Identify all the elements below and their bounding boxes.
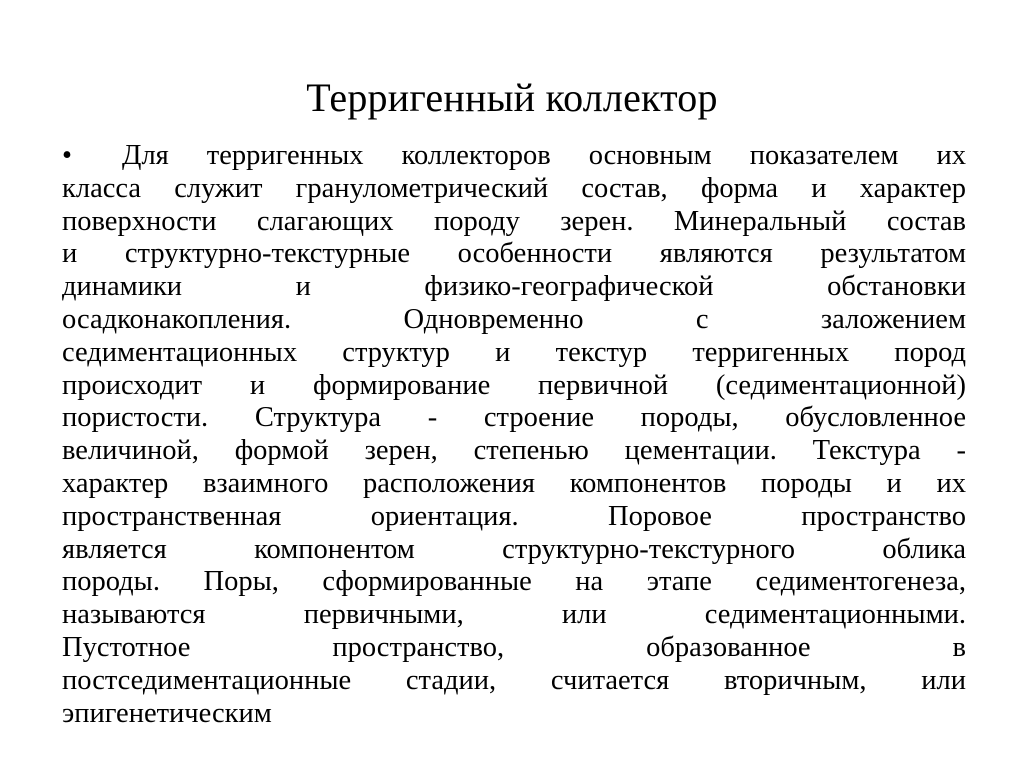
slide-title: Терригенный коллектор bbox=[306, 75, 718, 120]
text-line: постседиментационные стадии, считается вторичным, или bbox=[62, 664, 966, 696]
text-line: и структурно-текстурные особенности являются результатом bbox=[62, 238, 966, 270]
bullet-marker: • bbox=[62, 140, 72, 171]
text-line: Пустотное пространство, образованное в bbox=[62, 631, 966, 663]
text-line: поверхности слагающих породу зерен. Минеральный состав bbox=[62, 205, 966, 237]
text-line: пространственная ориентация. Поровое пространство bbox=[62, 500, 966, 532]
text-line: осадконакопления. Одновременно с заложением bbox=[62, 303, 966, 335]
text-line-content: Для терригенных коллекторов основным показателем их bbox=[122, 140, 966, 171]
text-line: эпигенетическим bbox=[62, 697, 272, 729]
text-line: динамики и физико-географической обстановки bbox=[62, 271, 966, 303]
text-line: класса служит гранулометрический состав, форма и характер bbox=[62, 172, 966, 204]
text-line: величиной, формой зерен, степенью цементации. Текстура - bbox=[62, 435, 966, 467]
text-line: происходит и формирование первичной (седиментационной) bbox=[62, 369, 966, 401]
text-line: седиментационных структур и текстур терригенных пород bbox=[62, 336, 966, 368]
text-line: пористости. Структура - строение породы, обусловленное bbox=[62, 402, 966, 434]
text-line: характер взаимного расположения компонентов породы и их bbox=[62, 467, 966, 499]
text-line: породы. Поры, сформированные на этапе седиментогенеза, bbox=[62, 566, 966, 598]
bullet-paragraph bbox=[62, 140, 966, 730]
text-line: называются первичными, или седиментационными. bbox=[62, 599, 966, 631]
text-line: является компонентом структурно-текстурного облика bbox=[62, 533, 966, 565]
text-line bbox=[62, 140, 966, 173]
